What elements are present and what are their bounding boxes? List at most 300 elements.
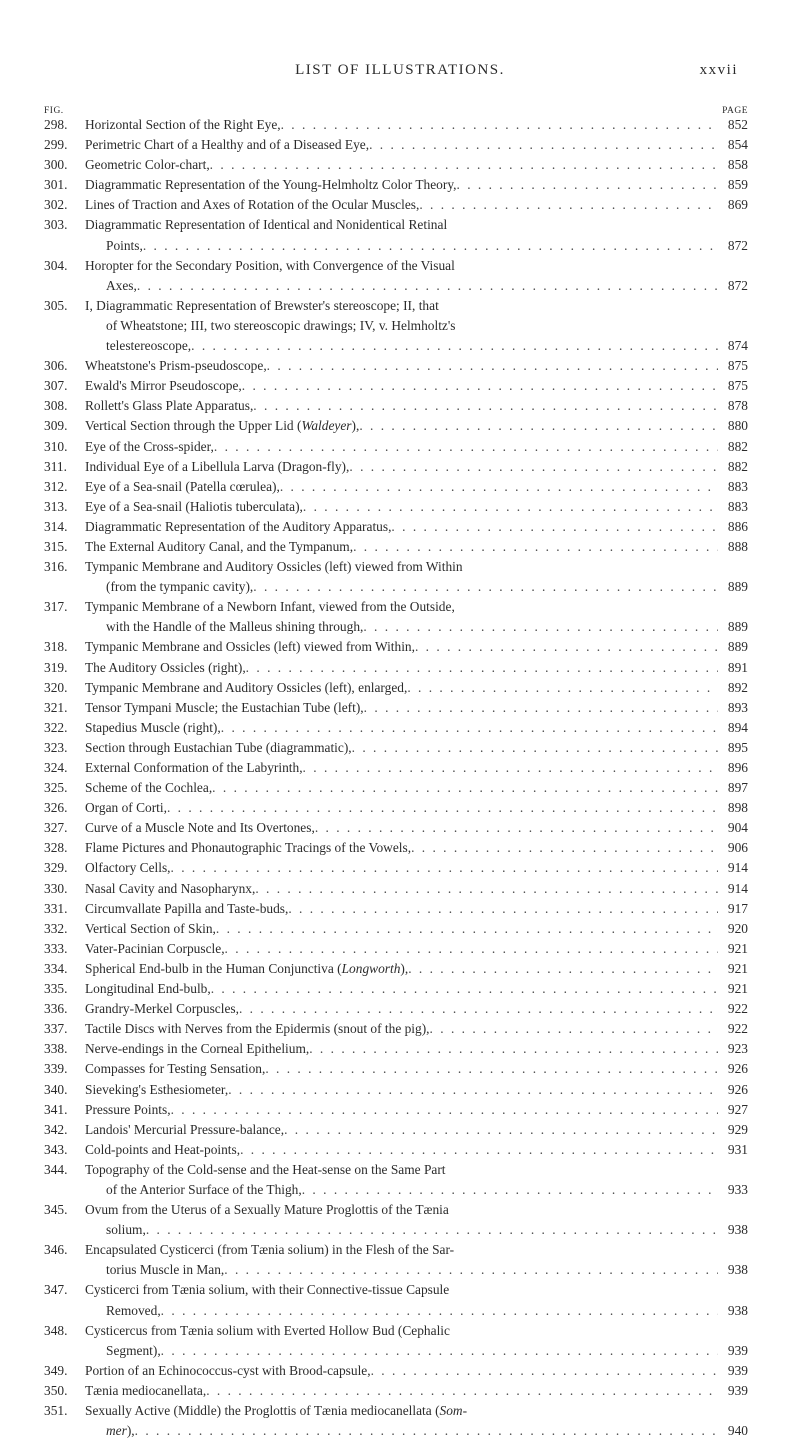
dot-leader <box>246 658 718 678</box>
figure-number: 306. <box>44 358 68 374</box>
figure-number: 317. <box>44 599 68 615</box>
figure-number: 331. <box>44 900 68 916</box>
entry-line <box>44 1301 748 1321</box>
list-item <box>44 678 748 698</box>
entry-text: Tympanic Membrane and Auditory Ossicles (left) viewed from Within <box>85 559 463 575</box>
figure-number: 345. <box>44 1202 68 1218</box>
dot-leader <box>265 1059 718 1079</box>
list-item <box>44 396 748 416</box>
indent <box>44 316 106 336</box>
dot-leader <box>280 477 718 497</box>
figure-number: 300. <box>44 157 68 173</box>
page-reference: 921 <box>727 981 748 997</box>
page-reference: 927 <box>727 1101 748 1117</box>
entry-text: Longitudinal End-bulb, <box>85 981 211 997</box>
entry-line <box>44 678 748 698</box>
entry-line <box>44 1200 748 1220</box>
indent <box>44 577 106 597</box>
entry-line <box>44 457 748 477</box>
list-item <box>44 256 748 296</box>
list-item <box>44 296 748 356</box>
list-item <box>44 477 748 497</box>
page-reference: 926 <box>727 1061 748 1077</box>
page-reference: 896 <box>727 760 748 775</box>
entry-text: mer), <box>106 1423 135 1439</box>
dot-leader <box>191 336 718 356</box>
entry-text: Olfactory Cells, <box>85 860 171 876</box>
dot-leader <box>353 537 718 557</box>
indent <box>44 1341 106 1361</box>
entry-line <box>44 879 748 899</box>
page-reference: 872 <box>727 237 748 253</box>
entry-line <box>44 316 748 336</box>
page-reference: 922 <box>727 1021 748 1037</box>
list-item <box>44 778 748 798</box>
entry-text: Eye of a Sea-snail (Patella cœrulea), <box>85 478 280 494</box>
dot-leader <box>137 276 718 296</box>
entry-text: Diagrammatic Representation of Identical and Nonidentical Retinal <box>85 217 448 233</box>
dot-leader <box>352 738 718 758</box>
dot-leader <box>364 698 718 718</box>
figure-number: 330. <box>44 880 68 896</box>
page-reference: 892 <box>727 679 748 695</box>
entry-text: The Auditory Ossicles (right), <box>85 659 246 675</box>
entry-text: Circumvallate Papilla and Taste-buds, <box>85 900 289 916</box>
page-reference: 939 <box>727 1362 748 1378</box>
entry-line <box>44 1140 748 1160</box>
entry-text-italic: Som- <box>439 1403 468 1418</box>
entry-line <box>44 155 748 175</box>
list-item <box>44 959 748 979</box>
page-reference: 933 <box>727 1181 748 1197</box>
figure-number: 307. <box>44 378 68 394</box>
figure-number: 326. <box>44 800 68 816</box>
dot-leader <box>407 678 718 698</box>
list-item <box>44 1361 748 1381</box>
dot-leader <box>167 798 718 818</box>
list-item <box>44 999 748 1019</box>
entry-line <box>44 738 748 758</box>
indent <box>44 1301 106 1321</box>
figure-number: 303. <box>44 217 68 233</box>
figure-number: 309. <box>44 418 68 434</box>
entry-line <box>44 577 748 597</box>
dot-leader <box>242 376 718 396</box>
entry-text: Cold-points and Heat-points, <box>85 1141 241 1157</box>
page-reference: 921 <box>727 940 748 956</box>
list-item <box>44 738 748 758</box>
fig-column-heading: FIG. <box>44 106 64 116</box>
list-item <box>44 376 748 396</box>
figure-number: 337. <box>44 1021 68 1037</box>
list-item <box>44 135 748 155</box>
figure-number: 313. <box>44 498 68 514</box>
page-reference: 854 <box>727 137 748 153</box>
figure-number: 302. <box>44 197 68 213</box>
page-reference: 898 <box>727 800 748 816</box>
figure-number: 328. <box>44 840 68 856</box>
page-reference: 904 <box>727 820 748 836</box>
list-item <box>44 155 748 175</box>
list-item <box>44 1120 748 1140</box>
list-item <box>44 597 748 637</box>
page-reference: 882 <box>727 458 748 474</box>
dot-leader <box>457 175 718 195</box>
list-item <box>44 416 748 436</box>
dot-leader <box>240 1140 718 1160</box>
list-item <box>44 1280 748 1320</box>
figure-number: 350. <box>44 1382 68 1398</box>
indent <box>44 1180 106 1200</box>
figure-number: 304. <box>44 257 68 273</box>
dot-leader <box>371 1361 718 1381</box>
list-item <box>44 1381 748 1401</box>
page-reference: 872 <box>727 277 748 293</box>
page-reference: 938 <box>727 1222 748 1238</box>
page-reference: 940 <box>727 1423 748 1439</box>
entry-text: Axes, <box>106 277 137 293</box>
entry-text-italic: mer <box>106 1423 127 1439</box>
page-reference: 906 <box>727 840 748 856</box>
page-reference: 858 <box>727 157 748 173</box>
entry-text: Sieveking's Esthesiometer, <box>85 1081 229 1097</box>
page-reference: 938 <box>727 1262 748 1278</box>
figure-number: 324. <box>44 760 68 775</box>
list-item <box>44 1240 748 1280</box>
entry-line <box>44 858 748 878</box>
entry-text: Horizontal Section of the Right Eye, <box>85 117 281 132</box>
entry-text: Tympanic Membrane and Ossicles (left) viewed from Within, <box>85 639 415 655</box>
entry-line <box>44 336 748 356</box>
page-reference: 926 <box>727 1081 748 1097</box>
page-reference: 939 <box>727 1342 748 1358</box>
page-reference: 914 <box>727 880 748 896</box>
indent <box>44 276 106 296</box>
entry-line <box>44 517 748 537</box>
dot-leader <box>408 959 718 979</box>
entry-text: Compasses for Testing Sensation, <box>85 1061 266 1077</box>
dot-leader <box>309 1039 718 1059</box>
list-item <box>44 1160 748 1200</box>
entry-line <box>44 979 748 999</box>
page-column-heading: PAGE <box>722 106 748 116</box>
entry-line <box>44 135 748 155</box>
entry-text: Ovum from the Uterus of a Sexually Mature Proglottis of the Tænia <box>85 1202 449 1218</box>
entry-text: Organ of Corti, <box>85 800 167 816</box>
page-reference: 921 <box>727 960 748 976</box>
entry-text: Perimetric Chart of a Healthy and of a Diseased Eye, <box>85 137 370 153</box>
entry-text: Cysticerci from Tænia solium, with their Connective-tissue Capsule <box>85 1282 450 1298</box>
entry-text: Ewald's Mirror Pseudoscope, <box>85 378 242 394</box>
entry-line <box>44 1341 748 1361</box>
page-reference: 886 <box>727 518 748 534</box>
entry-line <box>44 778 748 798</box>
figure-number: 320. <box>44 679 68 695</box>
entry-line <box>44 296 748 316</box>
page-reference: 889 <box>727 619 748 635</box>
dot-leader <box>267 356 718 376</box>
entry-text: Vertical Section through the Upper Lid (Waldeyer), <box>85 418 360 434</box>
entry-line <box>44 1100 748 1120</box>
list-item <box>44 658 748 678</box>
figure-number: 310. <box>44 438 68 454</box>
list-item <box>44 1019 748 1039</box>
dot-leader <box>225 939 718 959</box>
dot-leader <box>303 497 718 517</box>
page-reference: 875 <box>727 358 748 374</box>
dot-leader <box>221 718 718 738</box>
dot-leader <box>255 879 718 899</box>
entry-text: Tympanic Membrane of a Newborn Infant, viewed from the Outside, <box>85 599 455 615</box>
figure-number: 315. <box>44 538 68 554</box>
entry-line <box>44 919 748 939</box>
entry-line <box>44 236 748 256</box>
entry-line <box>44 115 748 135</box>
list-item <box>44 979 748 999</box>
figure-number: 325. <box>44 780 68 796</box>
list-item <box>44 1100 748 1120</box>
page-reference: 891 <box>727 659 748 675</box>
dot-leader <box>391 517 718 537</box>
figure-number: 299. <box>44 137 68 153</box>
list-item <box>44 437 748 457</box>
entry-line <box>44 195 748 215</box>
entry-text: Diagrammatic Representation of the Young-Helmholtz Color Theory, <box>85 177 457 193</box>
entry-line <box>44 175 748 195</box>
figure-number: 342. <box>44 1121 68 1137</box>
list-item <box>44 879 748 899</box>
dot-leader <box>206 1381 718 1401</box>
figure-number: 318. <box>44 639 68 655</box>
entry-line <box>44 1240 748 1260</box>
entry-line <box>44 1059 748 1079</box>
page-reference: 888 <box>727 538 748 554</box>
list-item <box>44 919 748 939</box>
page-reference: 874 <box>727 338 748 354</box>
entry-text: Nasal Cavity and Nasopharynx, <box>85 880 256 896</box>
page-reference: 931 <box>727 1141 748 1157</box>
entry-text: Geometric Color-chart, <box>85 157 210 173</box>
figure-number: 308. <box>44 398 68 414</box>
dot-leader <box>216 919 718 939</box>
entry-line <box>44 818 748 838</box>
list-item <box>44 1200 748 1240</box>
page-reference: 897 <box>727 780 748 796</box>
page-reference: 878 <box>727 398 748 414</box>
list-item <box>44 195 748 215</box>
figure-number: 347. <box>44 1282 68 1298</box>
figure-number: 298. <box>44 117 68 132</box>
dot-leader <box>228 1080 718 1100</box>
dot-leader <box>419 195 718 215</box>
list-item <box>44 1401 748 1441</box>
entry-text: Horopter for the Secondary Position, with Convergence of the Visual <box>85 257 455 273</box>
figure-number: 340. <box>44 1081 68 1097</box>
figure-number: 329. <box>44 860 68 876</box>
entry-line <box>44 838 748 858</box>
entry-text: Eye of a Sea-snail (Haliotis tuberculata), <box>85 498 303 514</box>
page-reference: 917 <box>727 900 748 916</box>
entry-line <box>44 1381 748 1401</box>
entry-line <box>44 798 748 818</box>
entry-line <box>44 597 748 617</box>
entry-line <box>44 1180 748 1200</box>
entry-text: torius Muscle in Man, <box>106 1262 225 1278</box>
figure-number: 344. <box>44 1161 68 1177</box>
entry-text: Points, <box>106 237 143 253</box>
indent <box>44 336 106 356</box>
dot-leader <box>224 1260 718 1280</box>
page-reference: 869 <box>727 197 748 213</box>
page-reference: 914 <box>727 860 748 876</box>
figure-number: 316. <box>44 559 68 575</box>
dot-leader <box>212 778 718 798</box>
entry-line <box>44 999 748 1019</box>
list-item <box>44 818 748 838</box>
entry-line <box>44 698 748 718</box>
dot-leader <box>411 838 718 858</box>
dot-leader <box>171 858 718 878</box>
entry-text: Tactile Discs with Nerves from the Epidermis (snout of the pig), <box>85 1021 430 1037</box>
dot-leader <box>135 1421 718 1441</box>
entry-text: Topography of the Cold-sense and the Heat-sense on the Same Part <box>85 1161 446 1177</box>
dot-leader <box>161 1341 718 1361</box>
entry-line <box>44 396 748 416</box>
list-item <box>44 537 748 557</box>
list-item <box>44 517 748 537</box>
entry-text: Nerve-endings in the Corneal Epithelium, <box>85 1041 310 1057</box>
entry-text-italic: Waldeyer <box>301 418 352 434</box>
page-reference: 939 <box>727 1382 748 1398</box>
illustration-list <box>44 115 748 1441</box>
page-reference: 938 <box>727 1302 748 1318</box>
dot-leader <box>349 457 718 477</box>
entry-line <box>44 939 748 959</box>
list-item <box>44 899 748 919</box>
list-item <box>44 215 748 255</box>
list-item <box>44 497 748 517</box>
figure-number: 333. <box>44 940 68 956</box>
entry-text: External Conformation of the Labyrinth, <box>85 760 303 775</box>
list-item <box>44 1080 748 1100</box>
figure-number: 322. <box>44 719 68 735</box>
list-item <box>44 557 748 597</box>
entry-line <box>44 758 748 778</box>
list-item <box>44 838 748 858</box>
entry-text: Landois' Mercurial Pressure-balance, <box>85 1121 285 1137</box>
entry-line <box>44 1321 748 1341</box>
page-reference: 893 <box>727 699 748 715</box>
dot-leader <box>210 155 718 175</box>
figure-number: 314. <box>44 518 68 534</box>
dot-leader <box>284 1120 718 1140</box>
entry-text: Curve of a Muscle Note and Its Overtones, <box>85 820 315 836</box>
figure-number: 301. <box>44 177 68 193</box>
entry-text: Eye of the Cross-spider, <box>85 438 214 454</box>
entry-text: Cysticercus from Tænia solium with Everted Hollow Bud (Cephalic <box>85 1322 450 1338</box>
entry-line <box>44 1080 748 1100</box>
list-item <box>44 858 748 878</box>
entry-text: Individual Eye of a Libellula Larva (Dragon-fly), <box>85 458 350 474</box>
entry-line <box>44 1160 748 1180</box>
entry-line <box>44 1280 748 1300</box>
entry-text: of Wheatstone; III, two stereoscopic drawings; IV, v. Helmholtz's <box>106 317 456 333</box>
figure-number: 327. <box>44 820 68 836</box>
entry-line <box>44 477 748 497</box>
figure-number: 348. <box>44 1322 68 1338</box>
entry-text: Vater-Pacinian Corpuscle, <box>85 940 225 956</box>
list-item <box>44 115 748 135</box>
list-item <box>44 1140 748 1160</box>
figure-number: 346. <box>44 1242 68 1258</box>
figure-number: 338. <box>44 1041 68 1057</box>
page-reference: 929 <box>727 1121 748 1137</box>
entry-line <box>44 1120 748 1140</box>
page-reference: 894 <box>727 719 748 735</box>
page-reference: 882 <box>727 438 748 454</box>
page-number: xxvii <box>699 62 738 78</box>
list-item <box>44 798 748 818</box>
dot-leader <box>143 236 718 256</box>
entry-line <box>44 658 748 678</box>
entry-text: Encapsulated Cysticerci (from Tænia solium) in the Flesh of the Sar- <box>85 1242 455 1258</box>
entry-line <box>44 718 748 738</box>
entry-text: Removed, <box>106 1302 161 1318</box>
page-reference: 859 <box>727 177 748 193</box>
entry-text: Stapedius Muscle (right), <box>85 719 221 735</box>
entry-text: I, Diagrammatic Representation of Brewster's stereoscope; II, that <box>85 297 439 313</box>
list-item <box>44 939 748 959</box>
indent <box>44 236 106 256</box>
dot-leader <box>415 637 718 657</box>
dot-leader <box>281 115 718 135</box>
entry-text: Pressure Points, <box>85 1101 171 1117</box>
page-reference: 889 <box>727 579 748 595</box>
entry-text: Wheatstone's Prism-pseudoscope, <box>85 358 267 374</box>
dot-leader <box>171 1100 718 1120</box>
dot-leader <box>363 617 718 637</box>
entry-line <box>44 617 748 637</box>
entry-text: Spherical End-bulb in the Human Conjunctiva (Longworth), <box>85 960 409 976</box>
list-item <box>44 1039 748 1059</box>
entry-text-italic: Longworth <box>341 960 401 976</box>
entry-text: Segment), <box>106 1342 161 1358</box>
page-reference: 920 <box>727 920 748 936</box>
indent <box>44 1421 106 1441</box>
dot-leader <box>430 1019 718 1039</box>
entry-line <box>44 256 748 276</box>
entry-text: solium, <box>106 1222 146 1238</box>
entry-text: Rollett's Glass Plate Apparatus, <box>85 398 254 414</box>
entry-text: Diagrammatic Representation of the Auditory Apparatus, <box>85 518 392 534</box>
figure-number: 334. <box>44 960 68 976</box>
dot-leader <box>369 135 718 155</box>
figure-number: 332. <box>44 920 68 936</box>
entry-text: (from the tympanic cavity), <box>106 579 254 595</box>
entry-text: Flame Pictures and Phonautographic Tracings of the Vowels, <box>85 840 412 856</box>
entry-text: Tympanic Membrane and Auditory Ossicles (left), enlarged, <box>85 679 408 695</box>
figure-number: 323. <box>44 739 68 755</box>
entry-text: Vertical Section of Skin, <box>85 920 216 936</box>
indent <box>44 1260 106 1280</box>
figure-number: 305. <box>44 297 68 313</box>
figure-number: 312. <box>44 478 68 494</box>
figure-number: 343. <box>44 1141 68 1157</box>
entry-line <box>44 376 748 396</box>
page-reference: 875 <box>727 378 748 394</box>
dot-leader <box>161 1301 718 1321</box>
figure-number: 335. <box>44 981 68 997</box>
